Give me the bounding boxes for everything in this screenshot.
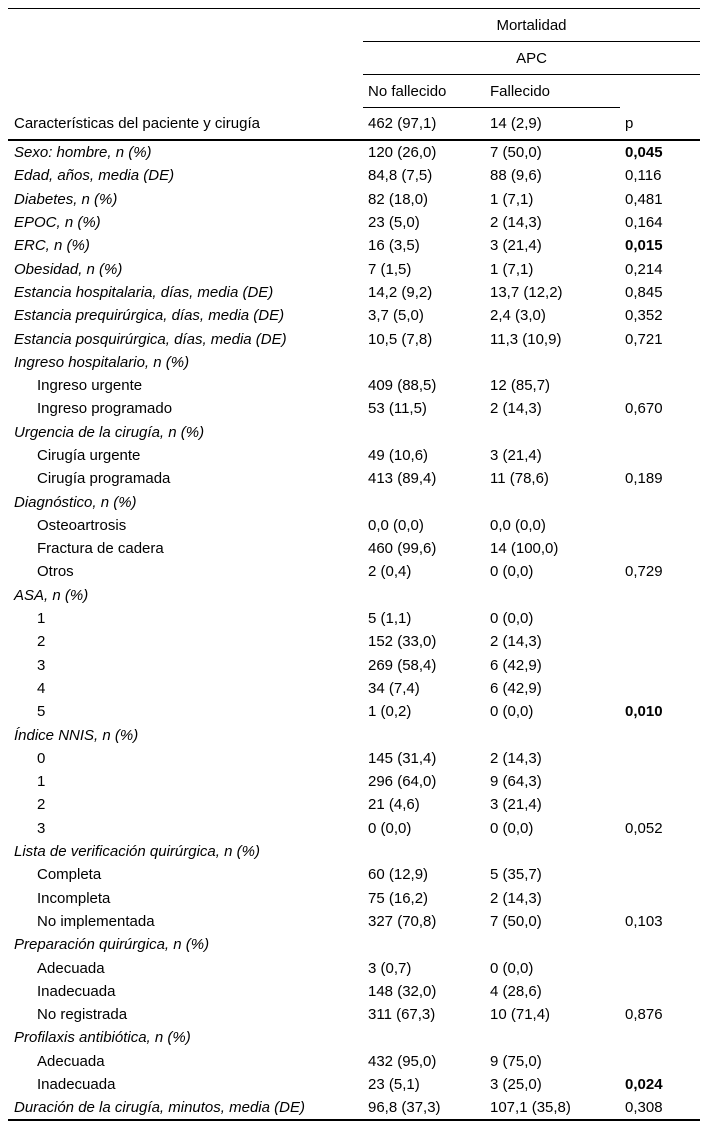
cell-no-fallecido: 3 (0,7) (368, 959, 412, 977)
table-row (8, 141, 700, 164)
table-row (8, 863, 700, 886)
cell-p: 0,189 (625, 470, 663, 488)
cell-p: 0,876 (625, 1006, 663, 1024)
cell-p: 0,103 (625, 912, 663, 930)
table-row (8, 910, 700, 933)
cell-no-fallecido: 14,2 (9,2) (368, 283, 433, 301)
cell-no-fallecido: 34 (7,4) (368, 679, 420, 697)
table-row (8, 490, 700, 513)
cell-fallecido: 107,1 (35,8) (490, 1099, 571, 1117)
table-row (8, 1073, 700, 1096)
cell-no-fallecido: 120 (26,0) (368, 144, 437, 162)
table-row (8, 956, 700, 979)
cell-fallecido: 2 (14,3) (490, 633, 542, 651)
cell-no-fallecido: 460 (99,6) (368, 540, 437, 558)
cell-no-fallecido: 145 (31,4) (368, 749, 437, 767)
row-label: Adecuada (37, 959, 105, 977)
table-row (8, 700, 700, 723)
row-label: Estancia prequirúrgica, días, media (DE) (14, 307, 285, 325)
cell-fallecido: 14 (100,0) (490, 540, 559, 558)
cell-no-fallecido: 311 (67,3) (368, 1006, 436, 1024)
cell-fallecido: 0 (0,0) (490, 819, 534, 837)
header-group-mortalidad-label: Mortalidad (496, 16, 567, 34)
header-col-p: p (625, 115, 634, 132)
table-row (8, 747, 700, 770)
table-row (8, 887, 700, 910)
cell-p: 0,481 (625, 190, 663, 208)
header-stub-spacer (8, 75, 363, 108)
table-row (8, 444, 700, 467)
table-row (8, 840, 700, 863)
table-row (8, 397, 700, 420)
row-label: Incompleta (37, 889, 111, 907)
row-label: Ingreso programado (37, 400, 173, 418)
header-stub-spacer (8, 42, 363, 75)
row-label: Estancia hospitalaria, días, media (DE) (14, 283, 274, 301)
header-p-spacer (620, 75, 700, 108)
table-row (8, 514, 700, 537)
cell-fallecido: 2 (14,3) (490, 889, 542, 907)
row-label: 2 (37, 796, 46, 814)
cell-fallecido: 7 (50,0) (490, 912, 542, 930)
cell-fallecido: 10 (71,4) (490, 1006, 551, 1024)
cell-fallecido: 11,3 (10,9) (490, 330, 562, 348)
header-outcome-group (363, 75, 620, 108)
row-label: 1 (37, 773, 46, 791)
cell-no-fallecido: 148 (32,0) (368, 982, 437, 1000)
row-label: 0 (37, 749, 46, 767)
cell-fallecido: 1 (7,1) (490, 260, 534, 278)
cell-p: 0,845 (625, 283, 663, 301)
cell-p: 0,052 (625, 819, 663, 837)
cell-fallecido: 2 (14,3) (490, 400, 542, 418)
row-label: Estancia posquirúrgica, días, media (DE) (14, 330, 287, 348)
row-label: 3 (37, 819, 46, 837)
cell-no-fallecido: 413 (89,4) (368, 470, 437, 488)
cell-p: 0,024 (625, 1076, 663, 1094)
row-label: Completa (37, 866, 102, 884)
header-outcome-row (8, 75, 700, 108)
table-body (8, 141, 700, 1119)
cell-p: 0,116 (625, 167, 662, 185)
table-row (8, 374, 700, 397)
cell-no-fallecido: 53 (11,5) (368, 400, 427, 418)
cell-no-fallecido: 296 (64,0) (368, 773, 437, 791)
header-stub-label: Características del paciente y cirugía (14, 115, 260, 132)
cell-fallecido: 4 (28,6) (490, 982, 542, 1000)
cell-fallecido: 0 (0,0) (490, 610, 534, 628)
row-label: Sexo: hombre, n (%) (14, 144, 152, 162)
row-label: Diabetes, n (%) (14, 190, 118, 208)
header-stub-spacer (8, 9, 363, 42)
cell-fallecido: 9 (64,3) (490, 773, 542, 791)
cell-fallecido: 0 (0,0) (490, 563, 534, 581)
table-row (8, 607, 700, 630)
cell-fallecido: 12 (85,7) (490, 377, 551, 395)
cell-no-fallecido: 84,8 (7,5) (368, 167, 433, 185)
cell-fallecido: 3 (21,4) (490, 447, 542, 464)
row-label: Otros (37, 563, 74, 581)
table-row (8, 560, 700, 583)
cell-no-fallecido: 0 (0,0) (368, 819, 412, 837)
row-label: Profilaxis antibiótica, n (%) (14, 1029, 191, 1047)
cell-fallecido: 0,0 (0,0) (490, 516, 546, 534)
cell-fallecido: 6 (42,9) (490, 679, 542, 697)
header-totals-row (8, 108, 700, 141)
table-row (8, 980, 700, 1003)
cell-p: 0,214 (625, 260, 663, 278)
cell-fallecido: 0 (0,0) (490, 959, 534, 977)
header-group-mortalidad (363, 9, 700, 42)
cell-no-fallecido: 16 (3,5) (368, 237, 420, 255)
table-row (8, 793, 700, 816)
cell-no-fallecido: 21 (4,6) (368, 796, 420, 814)
table-row (8, 467, 700, 490)
table-row (8, 304, 700, 327)
cell-no-fallecido: 82 (18,0) (368, 190, 429, 208)
cell-no-fallecido: 7 (1,5) (368, 260, 412, 278)
table-row (8, 164, 700, 187)
table-row (8, 211, 700, 234)
table-row (8, 1003, 700, 1026)
table-bottom-rule (8, 1119, 700, 1121)
table-row (8, 677, 700, 700)
row-label: Diagnóstico, n (%) (14, 493, 137, 511)
cell-no-fallecido: 269 (58,4) (368, 656, 437, 674)
cell-fallecido: 11 (78,6) (490, 470, 549, 488)
cell-no-fallecido: 432 (95,0) (368, 1052, 437, 1070)
cell-fallecido: 2,4 (3,0) (490, 307, 546, 325)
cell-no-fallecido: 5 (1,1) (368, 610, 412, 628)
cell-p: 0,729 (625, 563, 663, 581)
row-label: 2 (37, 633, 46, 651)
table-row (8, 351, 700, 374)
cell-no-fallecido: 23 (5,0) (368, 214, 420, 232)
cell-fallecido: 1 (7,1) (490, 190, 534, 208)
row-label: Edad, años, media (DE) (14, 167, 175, 185)
cell-no-fallecido: 1 (0,2) (368, 703, 412, 721)
table-row (8, 817, 700, 840)
cell-fallecido: 3 (21,4) (490, 237, 542, 255)
cell-p: 0,352 (625, 307, 663, 325)
row-label: EPOC, n (%) (14, 214, 101, 232)
table-row (8, 1026, 700, 1049)
cell-fallecido: 3 (21,4) (490, 796, 542, 814)
cell-p: 0,670 (625, 400, 663, 418)
cell-no-fallecido: 0,0 (0,0) (368, 516, 424, 534)
row-label: 1 (37, 610, 46, 628)
row-label: No implementada (37, 912, 155, 930)
cell-fallecido: 3 (25,0) (490, 1076, 542, 1094)
row-label: Ingreso urgente (37, 377, 143, 395)
mortality-table (8, 8, 700, 1121)
table-row (8, 257, 700, 280)
cell-no-fallecido: 10,5 (7,8) (368, 330, 433, 348)
cell-fallecido: 2 (14,3) (490, 214, 542, 232)
row-label: ASA, n (%) (14, 586, 89, 604)
cell-p: 0,015 (625, 237, 663, 255)
row-label: Osteoartrosis (37, 516, 127, 534)
cell-fallecido: 9 (75,0) (490, 1052, 542, 1070)
table-row (8, 1050, 700, 1073)
cell-p: 0,308 (625, 1099, 663, 1117)
cell-p: 0,010 (625, 703, 663, 721)
row-label: Obesidad, n (%) (14, 260, 123, 278)
row-label: Cirugía programada (37, 470, 171, 488)
row-label: 5 (37, 703, 46, 721)
cell-fallecido: 5 (35,7) (490, 866, 542, 884)
cell-no-fallecido: 2 (0,4) (368, 563, 412, 581)
cell-p: 0,045 (625, 144, 663, 162)
cell-no-fallecido: 23 (5,1) (368, 1076, 420, 1094)
cell-no-fallecido: 327 (70,8) (368, 912, 437, 930)
header-col-fallecido: Fallecido (490, 82, 551, 100)
table-row (8, 537, 700, 560)
cell-fallecido: 7 (50,0) (490, 144, 542, 162)
row-label: Preparación quirúrgica, n (%) (14, 936, 210, 954)
header-group-top-row (8, 9, 700, 42)
row-label: Lista de verificación quirúrgica, n (%) (14, 843, 260, 861)
row-label: ERC, n (%) (14, 237, 90, 255)
row-label: Ingreso hospitalario, n (%) (14, 353, 190, 371)
row-label: 3 (37, 656, 46, 674)
cell-no-fallecido: 75 (16,2) (368, 889, 429, 907)
table-row (8, 1096, 700, 1119)
table-row (8, 327, 700, 350)
cell-no-fallecido: 3,7 (5,0) (368, 307, 424, 325)
table-row (8, 234, 700, 257)
row-label: Inadecuada (37, 982, 116, 1000)
cell-fallecido: 2 (14,3) (490, 749, 542, 767)
table-row (8, 654, 700, 677)
table-row (8, 723, 700, 746)
cell-no-fallecido: 60 (12,9) (368, 866, 429, 884)
row-label: Duración de la cirugía, minutos, media (DE) (14, 1099, 305, 1117)
cell-fallecido: 6 (42,9) (490, 656, 542, 674)
cell-fallecido: 88 (9,6) (490, 167, 542, 185)
cell-p: 0,164 (625, 214, 663, 232)
cell-no-fallecido: 152 (33,0) (368, 633, 437, 651)
cell-no-fallecido: 49 (10,6) (368, 447, 429, 464)
header-col-no-fallecido: No fallecido (368, 82, 447, 100)
cell-fallecido: 13,7 (12,2) (490, 283, 563, 301)
header-group-sub-row (8, 42, 700, 75)
header-total-fallecido: 14 (2,9) (490, 115, 542, 132)
table-row (8, 770, 700, 793)
row-label: Adecuada (37, 1052, 105, 1070)
row-label: Cirugía urgente (37, 447, 141, 464)
header-total-no-fallecido: 462 (97,1) (368, 115, 437, 132)
row-label: Urgencia de la cirugía, n (%) (14, 423, 205, 441)
table-row (8, 933, 700, 956)
header-group-apc-label: APC (516, 49, 547, 67)
row-label: Inadecuada (37, 1076, 116, 1094)
cell-no-fallecido: 96,8 (37,3) (368, 1099, 441, 1117)
cell-fallecido: 0 (0,0) (490, 703, 534, 721)
table-row (8, 188, 700, 211)
row-label: No registrada (37, 1006, 128, 1024)
row-label: 4 (37, 679, 46, 697)
table-row (8, 630, 700, 653)
cell-p: 0,721 (625, 330, 663, 348)
row-label: Índice NNIS, n (%) (14, 726, 139, 744)
table-row (8, 281, 700, 304)
table-row (8, 584, 700, 607)
header-group-apc (363, 42, 700, 75)
row-label: Fractura de cadera (37, 540, 164, 558)
cell-no-fallecido: 409 (88,5) (368, 377, 437, 395)
table-row (8, 421, 700, 444)
